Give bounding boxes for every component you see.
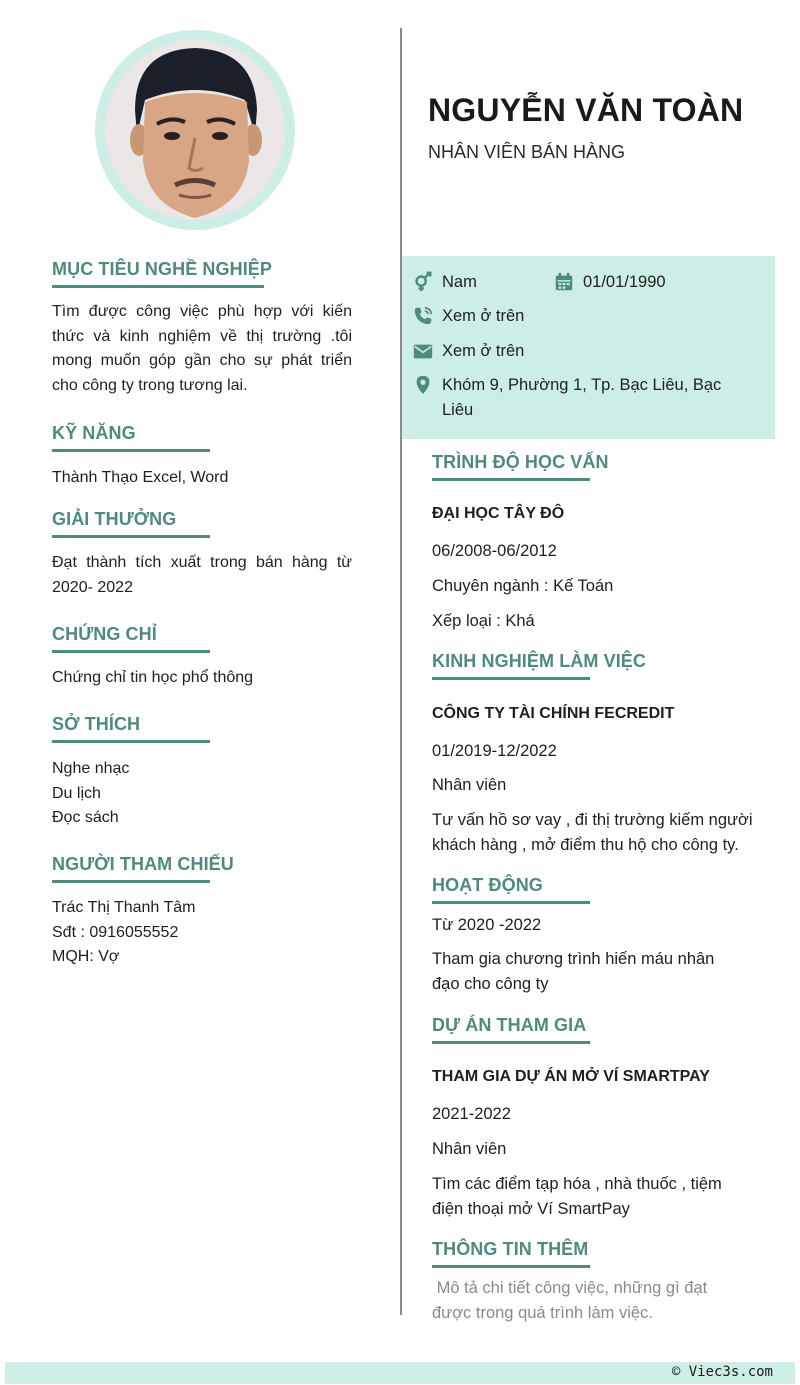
hobbies-section	[52, 714, 352, 743]
education-school: ĐẠI HỌC TÂY ĐÔ	[432, 505, 565, 522]
contact-dob: 01/01/1990	[553, 270, 666, 295]
education-grade: Xếp loại : Khá	[432, 612, 535, 630]
job-title: NHÂN VIÊN BÁN HÀNG	[428, 142, 626, 162]
contact-box	[402, 256, 775, 439]
list-item: Nghe nhạc	[52, 760, 130, 777]
certificates-text: Chứng chỉ tin học phổ thông	[52, 669, 254, 686]
section-title: KỸ NĂNG	[52, 423, 136, 443]
section-underline	[432, 1041, 590, 1044]
section-underline	[432, 478, 590, 481]
project-role: Nhân viên	[432, 1140, 507, 1158]
objective-text: Tìm được công việc phù hợp với kiến thức và kinh nghiệm về thị trường .tôi mong muốn góp gần cho sự phát triển cho công ty trong tương lai.	[52, 303, 352, 394]
footer-bar	[5, 1362, 795, 1384]
avatar-photo	[105, 40, 285, 220]
education-section	[432, 452, 762, 481]
phone-icon	[412, 305, 434, 327]
awards-section	[52, 509, 352, 538]
contact-email: Xem ở trên	[412, 339, 524, 364]
section-title: MỤC TIÊU NGHỀ NGHIỆP	[52, 259, 273, 279]
skills-text: Thành Thạo Excel, Word	[52, 469, 229, 486]
activities-description: Tham gia chương trình hiến máu nhân đạo cho công ty	[432, 950, 715, 993]
reference-section	[52, 854, 352, 883]
section-title: NGƯỜI THAM CHIẾU	[52, 854, 234, 874]
hobbies-list	[52, 757, 352, 831]
more-info-section	[432, 1239, 762, 1268]
section-underline	[432, 901, 590, 904]
location-pin-icon	[412, 374, 434, 396]
column-divider	[400, 28, 402, 1315]
section-title: GIẢI THƯỞNG	[52, 509, 177, 529]
education-period: 06/2008-06/2012	[432, 542, 557, 560]
avatar-portrait-icon	[105, 40, 285, 220]
experience-section	[432, 651, 762, 680]
reference-details: Trác Thị Thanh Tâm Sđt : 0916055552 MQH: Vợ	[52, 899, 196, 965]
activities-section	[432, 875, 762, 904]
section-underline	[52, 740, 210, 743]
contact-gender: Nam	[412, 270, 477, 295]
candidate-name: NGUYỄN VĂN TOÀN	[428, 92, 744, 128]
projects-section	[432, 1015, 762, 1044]
email-icon	[412, 340, 434, 362]
education-major: Chuyên ngành : Kế Toán	[432, 577, 614, 595]
section-underline	[52, 285, 264, 288]
avatar	[95, 30, 295, 230]
contact-address: Khóm 9, Phường 1, Tp. Bạc Liêu, Bạc Liêu	[412, 373, 721, 422]
section-underline	[52, 880, 210, 883]
experience-period: 01/2019-12/2022	[432, 742, 557, 760]
section-underline	[52, 650, 210, 653]
section-title: TRÌNH ĐỘ HỌC VẤN	[432, 452, 609, 472]
project-name: THAM GIA DỰ ÁN MỞ VÍ SMARTPAY	[432, 1068, 710, 1085]
experience-description: Tư vấn hồ sơ vay , đi thị trường kiếm người khách hàng , mở điểm thu hộ cho công ty.	[432, 811, 753, 854]
certificates-section	[52, 624, 352, 653]
experience-position: Nhân viên	[432, 776, 507, 794]
section-title: CHỨNG CHỈ	[52, 624, 157, 644]
section-title: KINH NGHIỆM LÀM VIỆC	[432, 651, 647, 671]
experience-company: CÔNG TY TÀI CHÍNH FECREDIT	[432, 705, 675, 722]
section-title: HOẠT ĐỘNG	[432, 875, 543, 895]
section-title: THÔNG TIN THÊM	[432, 1239, 589, 1259]
skills-section	[52, 423, 352, 452]
section-title: DỰ ÁN THAM GIA	[432, 1015, 587, 1035]
section-underline	[52, 449, 210, 452]
section-title: SỞ THÍCH	[52, 714, 141, 734]
more-info-placeholder: Mô tả chi tiết công việc, những gì đạt được trong quá trình làm việc.	[432, 1279, 708, 1322]
calendar-icon	[553, 271, 575, 293]
section-underline	[52, 535, 210, 538]
project-period: 2021-2022	[432, 1105, 511, 1123]
section-underline	[432, 1265, 590, 1268]
list-item: Du lịch	[52, 784, 101, 802]
objective-section	[52, 259, 352, 288]
project-description: Tìm các điểm tạp hóa , nhà thuốc , tiệm điện thoại mở Ví SmartPay	[432, 1175, 722, 1218]
footer-copyright: © Viec3s.com	[671, 1364, 773, 1380]
contact-phone: Xem ở trên	[412, 304, 524, 329]
awards-text: Đạt thành tích xuất trong bán hàng từ 2020- 2022	[52, 554, 352, 596]
section-underline	[432, 677, 590, 680]
activities-period: Từ 2020 -2022	[432, 916, 542, 934]
list-item: Đọc sách	[52, 809, 119, 826]
gender-icon	[412, 271, 434, 293]
